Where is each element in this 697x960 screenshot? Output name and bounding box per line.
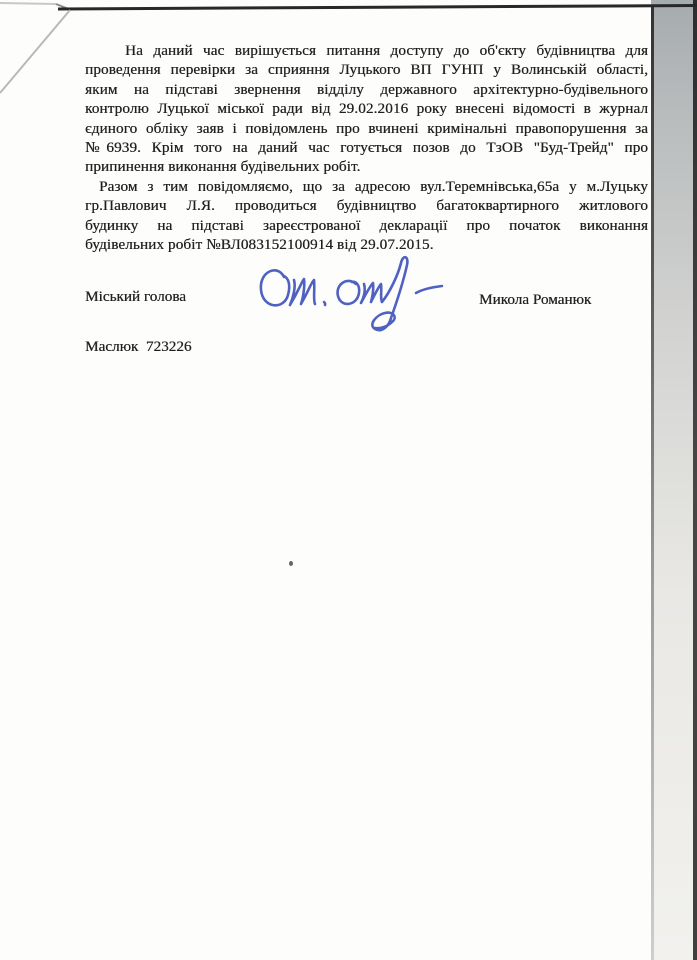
scan-top-dark-line [58, 6, 697, 10]
text-line: контролю Луцької міської ради від 29.02.2016 року внесені відомості в журнал [85, 100, 648, 118]
text-line: На даний час вирішується питання доступу до об'єкту будівництва для [125, 42, 648, 59]
text-line: яким на підставі звернення відділу державного архітектурно-будівельного [85, 80, 648, 98]
signatory-title: Міський голова [85, 288, 186, 305]
scan-shadow-right-edge [651, 0, 697, 960]
scan-corner-connector-line [56, 4, 70, 10]
reference-note: Маслюк 723226 [85, 338, 192, 355]
text-line: Разом з тим повідомляємо, що за адресою вул.Теремнівська,65а у м.Луцьку [99, 177, 648, 195]
text-line: проведення перевірки за сприяння Луцького ВП ГУНП у Волинській області, [85, 61, 648, 79]
paragraph [85, 41, 648, 177]
text-line: єдиного обліку заяв і повідомлень про вчинені кримінальні правопорушення за [85, 119, 648, 137]
scan-top-left-light-line [0, 3, 56, 4]
text-line: будинку на підставі зареєстрованої декларації про початок виконання [85, 216, 648, 234]
signature-stroke-left [261, 270, 325, 305]
letter-body [85, 41, 648, 254]
signature-stroke-right [338, 257, 442, 330]
text-line: припинення виконання будівельних робіт. [85, 158, 361, 176]
handwritten-signature [248, 252, 473, 347]
text-line: гр.Павлович Л.Я. проводиться будівництво багатоквартирного житлового [85, 197, 648, 215]
text-line: №6939. Крім того на даний час готується позов до ТзОВ "Буд-Трейд" про [85, 139, 648, 157]
text-line: будівельних робіт №ВЛ083152100914 від 29.07.2015. [85, 236, 434, 254]
signatory-name: Микола Романюк [479, 291, 592, 308]
page-corner-crease-line [0, 10, 70, 93]
scan-speck [289, 561, 293, 566]
paragraph [85, 177, 648, 255]
